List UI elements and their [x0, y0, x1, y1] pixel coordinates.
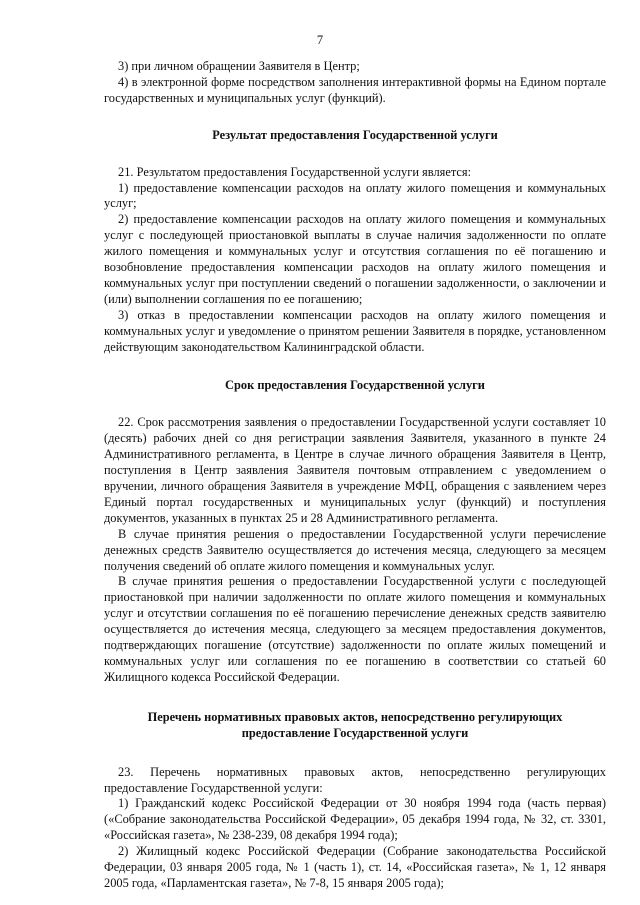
intro-item-4: 4) в электронной форме посредством заполнения интерактивной формы на Едином портале государственных и муниципальных услуг (функций).	[104, 74, 606, 105]
result-paragraph: 3) отказ в предоставлении компенсации расходов на оплату жилого помещения и коммунальных услуг и уведомление о принятом решении Заявителя в порядке, установленном действующим законодательством Калининградской области.	[104, 307, 606, 354]
document-body	[104, 59, 606, 892]
heading-acts-line2: предоставление Государственной услуги	[241, 725, 469, 740]
heading-term: Срок предоставления Государственной услуги	[225, 377, 485, 392]
acts-paragraph: 23. Перечень нормативных правовых актов, непосредственно регулирующих предоставление Государственной услуги:	[104, 764, 606, 795]
heading-acts	[104, 710, 606, 742]
term-paragraph: В случае принятия решения о предоставлении Государственной услуги перечисление денежных средств Заявителю осуществляется до истечения месяца, следующего за месяцем получения сведений об оплате жилого помещения и коммунальных услуг.	[104, 526, 606, 573]
result-paragraph: 21. Результатом предоставления Государственной услуги является:	[118, 164, 472, 179]
intro-item-3: 3) при личном обращении Заявителя в Центр;	[118, 59, 360, 73]
result-paragraph: 1) предоставление компенсации расходов на оплату жилого помещения и коммунальных услуг;	[104, 180, 606, 211]
term-paragraph: В случае принятия решения о предоставлении Государственной услуги с последующей приостановкой при наличии задолженности по оплате жилого помещения и коммунальных услуг и отсутствии соглашения по её погашению перечисление денежных средств заявителю осуществляется до истечения месяца, следующего за месяцем предоставления документов, подтверждающих погашение (отсутствие) задолженности по оплате жилых помещений и коммунальных услуг или соглашения по ее погашению в соответствии со статьей 60 Жилищного кодекса Российской Федерации.	[104, 574, 606, 684]
acts-paragraph: 1) Гражданский кодекс Российской Федерации от 30 ноября 1994 года (часть первая) («Собрание законодательства Российской Федерации», 05 декабря 1994 года, № 32, ст. 3301, «Российская газета», № 238-239, 08 декабря 1994 года);	[104, 796, 606, 843]
page-number: 7	[316, 33, 324, 47]
heading-acts-line1: Перечень нормативных правовых актов, непосредственно регулирующих	[147, 709, 563, 724]
heading-result: Результат предоставления Государственной услуги	[212, 127, 498, 142]
acts-paragraph: 2) Жилищный кодекс Российской Федерации (Собрание законодательства Российской Федерации, 03 января 2005 года, № 1 (часть 1), ст. 14, «Российская газета», № 1, 12 января 2005 года, «Парламентская газета», № 7-8, 15 января 2005 года);	[104, 844, 606, 890]
result-paragraph: 2) предоставление компенсации расходов на оплату жилого помещения и коммунальных услуг с последующей приостановкой выплаты в случае наличия задолженности по оплате жилого помещения и коммунальных услуг и отсутствия соглашения по её погашению и возобновление предоставления компенсации расходов на оплату жилого помещения и коммунальных услуг при поступлении сведений о погашении задолженности, о заключении и (или) выполнении соглашения по ее погашению;	[104, 212, 606, 306]
term-paragraph: 22. Срок рассмотрения заявления о предоставлении Государственной услуги составляет 10 (десять) рабочих дней со дня регистрации заявления Заявителя, указанного в пункте 24 Административного регламента, в Центре в случае личного обращения Заявителя в Центр, поступления в Центр заявления Заявителя почтовым отправлением с уведомлением о вручении, личного обращения Заявителя в учреждение МФЦ, обращения с заявлением через Единый портал государственных и муниципальных услуг (функций) и поступления документов, указанных в пунктах 25 и 28 Административного регламента.	[104, 415, 606, 525]
